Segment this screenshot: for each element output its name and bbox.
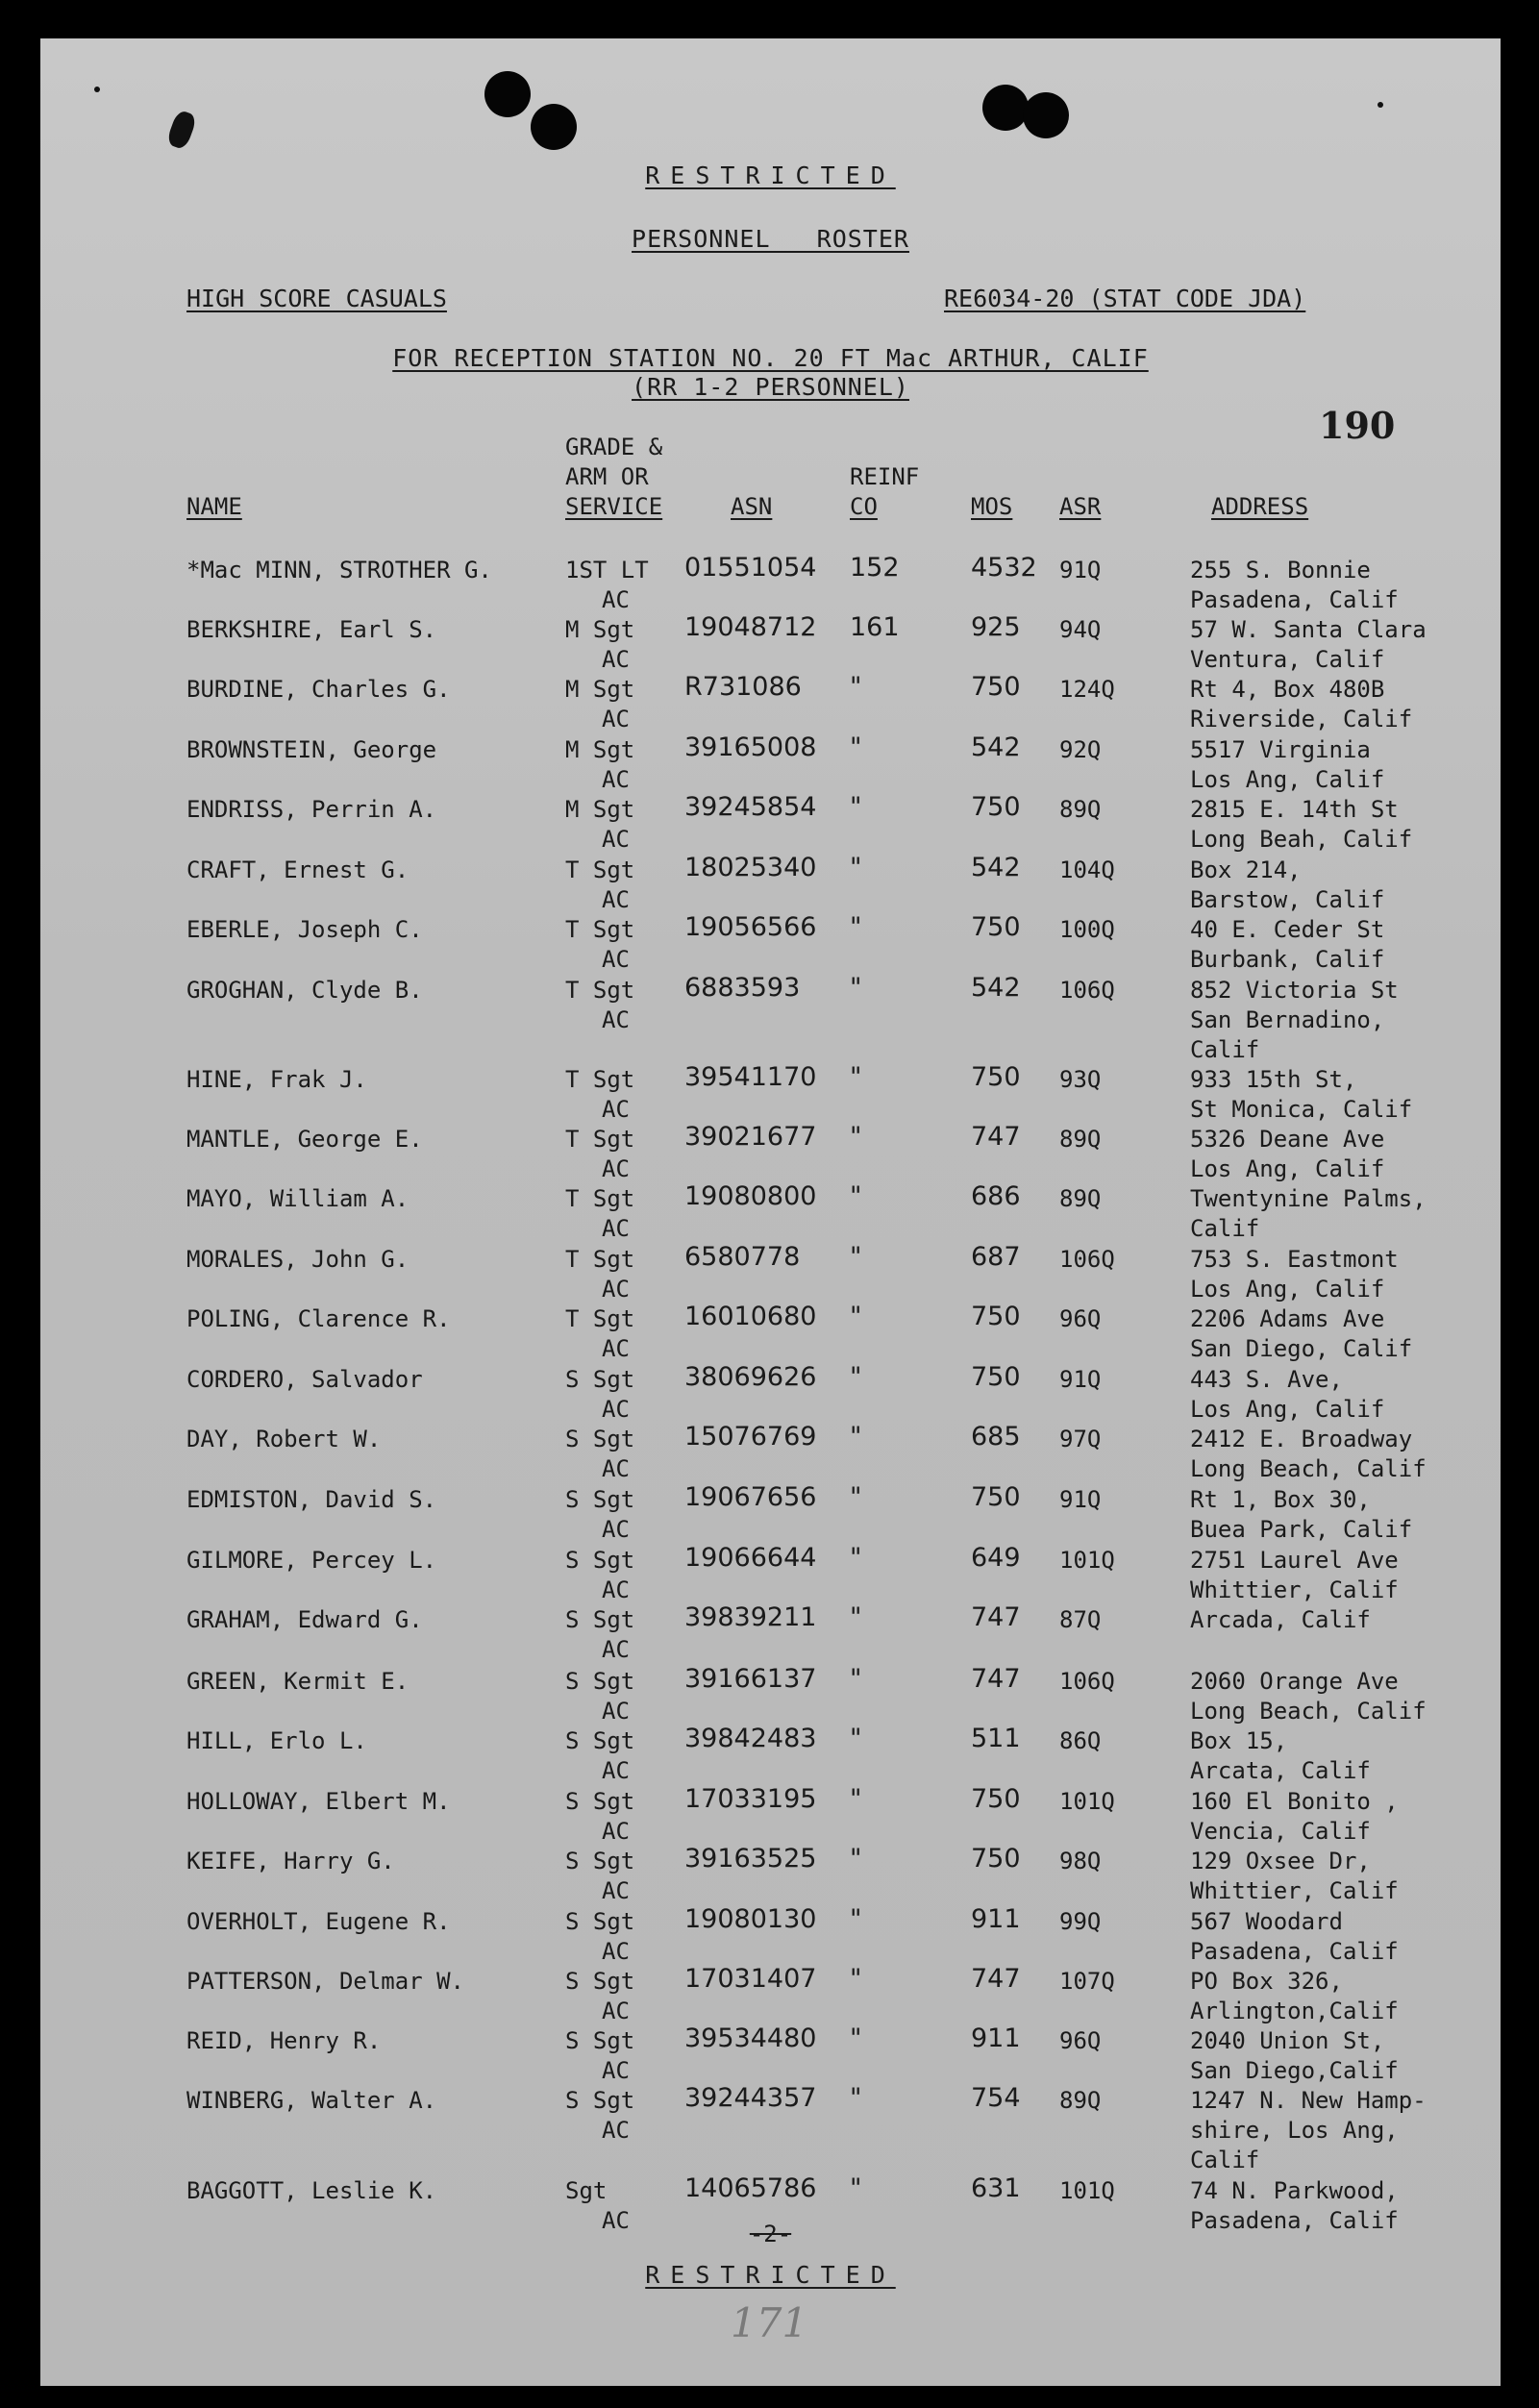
cell-asn: 39541170 xyxy=(684,1062,817,1092)
col-grade-header-line: SERVICE xyxy=(565,493,663,520)
cell-asn: 17033195 xyxy=(684,1784,817,1814)
cell-address-line: shire, Los Ang, xyxy=(1190,2117,1399,2144)
cell-address-line: 57 W. Santa Clara xyxy=(1190,616,1427,643)
cell-reinf: " xyxy=(850,2173,862,2203)
cell-asr: 106Q xyxy=(1059,977,1115,1004)
cell-asn: 19056566 xyxy=(684,912,817,942)
cell-address-line: Arlington,Calif xyxy=(1190,1998,1399,2024)
cell-reinf: " xyxy=(850,1302,862,1331)
cell-reinf: 161 xyxy=(850,612,900,642)
cell-arm: AC xyxy=(602,2057,630,2084)
col-reinf-header-line: CO xyxy=(850,493,878,520)
cell-arm: AC xyxy=(602,1455,630,1482)
cell-address-line: Pasadena, Calif xyxy=(1190,2207,1399,2234)
cell-address-line: 74 N. Parkwood, xyxy=(1190,2177,1399,2204)
cell-mos: 511 xyxy=(971,1724,1021,1753)
cell-name: CORDERO, Salvador xyxy=(186,1366,423,1393)
cell-address-line: 2060 Orange Ave xyxy=(1190,1668,1399,1695)
cell-reinf: " xyxy=(850,1543,862,1573)
cell-asn: 39165008 xyxy=(684,732,817,762)
cell-address-line: Los Ang, Calif xyxy=(1190,766,1385,793)
cell-asr: 87Q xyxy=(1059,1606,1102,1633)
cell-mos: 542 xyxy=(971,853,1021,882)
cell-address-line: Arcata, Calif xyxy=(1190,1757,1371,1784)
cell-name: MANTLE, George E. xyxy=(186,1126,423,1153)
cell-mos: 750 xyxy=(971,1302,1021,1331)
cell-asn: 39245854 xyxy=(684,792,817,822)
cell-mos: 687 xyxy=(971,1242,1021,1272)
cell-name: MORALES, John G. xyxy=(186,1246,410,1273)
cell-address-line: Long Beah, Calif xyxy=(1190,826,1413,853)
cell-grade: S Sgt xyxy=(565,2027,635,2054)
cell-name: WINBERG, Walter A. xyxy=(186,2087,437,2114)
cell-mos: 4532 xyxy=(971,553,1037,583)
cell-name: GRAHAM, Edward G. xyxy=(186,1606,423,1633)
cell-reinf: " xyxy=(850,2083,862,2113)
cell-address-line: Burbank, Calif xyxy=(1190,946,1385,973)
cell-reinf: 152 xyxy=(850,553,900,583)
cell-asn: 19080800 xyxy=(684,1181,817,1211)
cell-arm: AC xyxy=(602,1938,630,1965)
cell-grade: T Sgt xyxy=(565,1246,635,1273)
cell-mos: 747 xyxy=(971,1964,1021,1994)
restricted-footer xyxy=(40,2261,1501,2289)
cell-address-line: Los Ang, Calif xyxy=(1190,1276,1385,1303)
col-asr-header: ASR xyxy=(1059,493,1102,520)
cell-address-line: 933 15th St, xyxy=(1190,1066,1357,1093)
cell-arm: AC xyxy=(602,1818,630,1845)
cell-mos: 685 xyxy=(971,1422,1021,1452)
col-grade-header xyxy=(565,433,662,522)
punch-hole xyxy=(531,104,577,150)
cell-address-line: Box 214, xyxy=(1190,856,1302,883)
cell-address-line: Long Beach, Calif xyxy=(1190,1698,1427,1725)
col-mos-header: MOS xyxy=(971,493,1013,520)
cell-reinf: " xyxy=(850,973,862,1003)
cell-asr: 124Q xyxy=(1059,676,1115,703)
cell-address-line: 443 S. Ave, xyxy=(1190,1366,1343,1393)
cell-asr: 91Q xyxy=(1059,557,1102,583)
cell-grade: T Sgt xyxy=(565,1305,635,1332)
cell-grade: T Sgt xyxy=(565,916,635,943)
cell-asr: 101Q xyxy=(1059,1788,1115,1815)
cell-address-line: 160 El Bonito , xyxy=(1190,1788,1399,1815)
cell-arm: AC xyxy=(602,1516,630,1543)
cell-address-line: Ventura, Calif xyxy=(1190,646,1385,673)
cell-arm: AC xyxy=(602,1335,630,1362)
cell-grade: T Sgt xyxy=(565,1126,635,1153)
cell-name: BROWNSTEIN, George xyxy=(186,736,437,763)
cell-address-line: Calif xyxy=(1190,1036,1260,1063)
cell-name: OVERHOLT, Eugene R. xyxy=(186,1908,451,1935)
cell-address-line: Whittier, Calif xyxy=(1190,1576,1399,1603)
cell-address-line: 2206 Adams Ave xyxy=(1190,1305,1385,1332)
cell-address-line: Vencia, Calif xyxy=(1190,1818,1371,1845)
cell-arm: AC xyxy=(602,1877,630,1904)
restricted-label: RESTRICTED xyxy=(645,2261,896,2289)
cell-reinf: " xyxy=(850,853,862,882)
cell-arm: AC xyxy=(602,1396,630,1423)
cell-asn: 39534480 xyxy=(684,2023,817,2053)
cell-asn: 15076769 xyxy=(684,1422,817,1452)
cell-address-line: 567 Woodard xyxy=(1190,1908,1343,1935)
cell-asn: 16010680 xyxy=(684,1302,817,1331)
station-code: RE6034-20 (STAT CODE JDA) xyxy=(944,285,1306,312)
roster-title-row xyxy=(40,225,1501,253)
cell-mos: 747 xyxy=(971,1602,1021,1632)
cell-address-line: Buea Park, Calif xyxy=(1190,1516,1413,1543)
cell-mos: 750 xyxy=(971,792,1021,822)
cell-asn: 39163525 xyxy=(684,1844,817,1874)
cell-asn: 19080130 xyxy=(684,1904,817,1934)
cell-asn: 14065786 xyxy=(684,2173,817,2203)
cell-address-line: Barstow, Calif xyxy=(1190,886,1385,913)
cell-reinf: " xyxy=(850,1062,862,1092)
cell-address-line: St Monica, Calif xyxy=(1190,1096,1413,1123)
col-asn-header: ASN xyxy=(731,493,773,520)
cell-reinf: " xyxy=(850,1422,862,1452)
cell-asr: 89Q xyxy=(1059,796,1102,823)
cell-grade: S Sgt xyxy=(565,1547,635,1574)
cell-name: MAYO, William A. xyxy=(186,1185,410,1212)
cell-grade: S Sgt xyxy=(565,1668,635,1695)
personnel-line: (RR 1-2 PERSONNEL) xyxy=(632,373,909,401)
cell-asn: 19067656 xyxy=(684,1482,817,1512)
cell-mos: 750 xyxy=(971,1362,1021,1392)
cell-reinf: " xyxy=(850,672,862,702)
col-reinf-header-line: REINF xyxy=(850,463,920,490)
cell-address-line: PO Box 326, xyxy=(1190,1968,1343,1995)
cell-address-line: Pasadena, Calif xyxy=(1190,586,1399,613)
cell-asn: 39839211 xyxy=(684,1602,817,1632)
cell-address-line: Rt 4, Box 480B xyxy=(1190,676,1385,703)
cell-reinf: " xyxy=(850,1482,862,1512)
cell-arm: AC xyxy=(602,766,630,793)
cell-arm: AC xyxy=(602,1096,630,1123)
cell-reinf: " xyxy=(850,1122,862,1152)
col-grade-header-line: GRADE & xyxy=(565,434,663,460)
cell-asr: 96Q xyxy=(1059,2027,1102,2054)
cell-mos: 754 xyxy=(971,2083,1021,2113)
cell-asr: 106Q xyxy=(1059,1246,1115,1273)
cell-grade: M Sgt xyxy=(565,676,635,703)
cell-name: CRAFT, Ernest G. xyxy=(186,856,410,883)
cell-arm: AC xyxy=(602,1757,630,1784)
punch-hole xyxy=(484,71,531,117)
cell-name: REID, Henry R. xyxy=(186,2027,382,2054)
unit-label: HIGH SCORE CASUALS xyxy=(186,285,447,312)
cell-arm: AC xyxy=(602,1636,630,1663)
reception-line: FOR RECEPTION STATION NO. 20 FT Mac ARTHUR, CALIF xyxy=(392,344,1149,372)
cell-mos: 631 xyxy=(971,2173,1021,2203)
punch-hole xyxy=(1023,92,1069,138)
cell-name: POLING, Clarence R. xyxy=(186,1305,451,1332)
cell-name: EDMISTON, David S. xyxy=(186,1486,437,1513)
cell-mos: 649 xyxy=(971,1543,1021,1573)
cell-arm: AC xyxy=(602,1998,630,2024)
cell-asr: 98Q xyxy=(1059,1848,1102,1874)
cell-asr: 99Q xyxy=(1059,1908,1102,1935)
cell-asn: 39842483 xyxy=(684,1724,817,1753)
cell-reinf: " xyxy=(850,1964,862,1994)
cell-address-line: Twentynine Palms, xyxy=(1190,1185,1427,1212)
cell-address-line: Pasadena, Calif xyxy=(1190,1938,1399,1965)
cell-asr: 91Q xyxy=(1059,1486,1102,1513)
cell-asn: 39021677 xyxy=(684,1122,817,1152)
cell-grade: S Sgt xyxy=(565,1848,635,1874)
cell-arm: AC xyxy=(602,1006,630,1033)
cell-mos: 750 xyxy=(971,672,1021,702)
cell-reinf: " xyxy=(850,1904,862,1934)
cell-address-line: Los Ang, Calif xyxy=(1190,1396,1385,1423)
cell-grade: S Sgt xyxy=(565,1788,635,1815)
cell-asr: 89Q xyxy=(1059,1185,1102,1212)
cell-grade: S Sgt xyxy=(565,1606,635,1633)
cell-name: ENDRISS, Perrin A. xyxy=(186,796,437,823)
cell-address-line: Calif xyxy=(1190,2147,1260,2173)
document-page xyxy=(40,38,1501,2386)
cell-reinf: " xyxy=(850,1784,862,1814)
ink-mark xyxy=(165,109,198,150)
cell-arm: AC xyxy=(602,2207,630,2234)
cell-asr: 107Q xyxy=(1059,1968,1115,1995)
cell-address-line: 40 E. Ceder St xyxy=(1190,916,1385,943)
cell-name: PATTERSON, Delmar W. xyxy=(186,1968,464,1995)
cell-reinf: " xyxy=(850,1242,862,1272)
ink-mark xyxy=(1378,102,1383,108)
cell-arm: AC xyxy=(602,2117,630,2144)
cell-name: BAGGOTT, Leslie K. xyxy=(186,2177,437,2204)
cell-arm: AC xyxy=(602,1155,630,1182)
reception-line-row xyxy=(40,344,1501,372)
cell-arm: AC xyxy=(602,1576,630,1603)
cell-grade: S Sgt xyxy=(565,2087,635,2114)
pencil-annotation: 171 xyxy=(731,2299,808,2346)
col-address-header: ADDRESS xyxy=(1211,493,1309,520)
cell-mos: 911 xyxy=(971,2023,1021,2053)
col-reinf-header xyxy=(850,462,919,522)
cell-address-line: 2815 E. 14th St xyxy=(1190,796,1399,823)
cell-mos: 750 xyxy=(971,1062,1021,1092)
cell-reinf: " xyxy=(850,1664,862,1694)
cell-address-line: 1247 N. New Hamp- xyxy=(1190,2087,1427,2114)
cell-mos: 542 xyxy=(971,732,1021,762)
cell-reinf: " xyxy=(850,1362,862,1392)
punch-hole xyxy=(982,85,1029,131)
cell-grade: T Sgt xyxy=(565,856,635,883)
cell-reinf: " xyxy=(850,1602,862,1632)
cell-address-line: San Bernadino, xyxy=(1190,1006,1385,1033)
cell-asr: 101Q xyxy=(1059,2177,1115,2204)
cell-name: *Mac MINN, STROTHER G. xyxy=(186,557,492,583)
cell-arm: AC xyxy=(602,1698,630,1725)
cell-name: KEIFE, Harry G. xyxy=(186,1848,395,1874)
cell-grade: 1ST LT xyxy=(565,557,649,583)
col-grade-header-line: ARM OR xyxy=(565,463,649,490)
cell-grade: T Sgt xyxy=(565,1066,635,1093)
cell-asr: 93Q xyxy=(1059,1066,1102,1093)
cell-name: DAY, Robert W. xyxy=(186,1426,382,1452)
cell-address-line: 753 S. Eastmont xyxy=(1190,1246,1399,1273)
cell-mos: 911 xyxy=(971,1904,1021,1934)
cell-asn: R731086 xyxy=(684,672,802,702)
cell-reinf: " xyxy=(850,1844,862,1874)
cell-arm: AC xyxy=(602,826,630,853)
cell-name: EBERLE, Joseph C. xyxy=(186,916,423,943)
restricted-header xyxy=(40,161,1501,189)
cell-name: BERKSHIRE, Earl S. xyxy=(186,616,437,643)
page-number: 190 xyxy=(1319,404,1396,447)
cell-asr: 106Q xyxy=(1059,1668,1115,1695)
cell-asr: 104Q xyxy=(1059,856,1115,883)
cell-address-line: Rt 1, Box 30, xyxy=(1190,1486,1371,1513)
cell-mos: 925 xyxy=(971,612,1021,642)
cell-address-line: 5517 Virginia xyxy=(1190,736,1371,763)
cell-grade: S Sgt xyxy=(565,1968,635,1995)
cell-asn: 19066644 xyxy=(684,1543,817,1573)
personnel-line-row xyxy=(40,373,1501,401)
cell-grade: S Sgt xyxy=(565,1366,635,1393)
cell-grade: Sgt xyxy=(565,2177,608,2204)
cell-address-line: San Diego, Calif xyxy=(1190,1335,1413,1362)
cell-mos: 750 xyxy=(971,1482,1021,1512)
cell-asn: 17031407 xyxy=(684,1964,817,1994)
cell-mos: 747 xyxy=(971,1664,1021,1694)
cell-grade: S Sgt xyxy=(565,1908,635,1935)
cell-name: GREEN, Kermit E. xyxy=(186,1668,410,1695)
cell-reinf: " xyxy=(850,1181,862,1211)
cell-address-line: 5326 Deane Ave xyxy=(1190,1126,1385,1153)
cell-arm: AC xyxy=(602,586,630,613)
cell-asn: 01551054 xyxy=(684,553,817,583)
cell-name: GILMORE, Percey L. xyxy=(186,1547,437,1574)
cell-arm: AC xyxy=(602,886,630,913)
cell-address-line: Arcada, Calif xyxy=(1190,1606,1371,1633)
cell-name: HILL, Erlo L. xyxy=(186,1727,367,1754)
cell-asr: 101Q xyxy=(1059,1547,1115,1574)
cell-grade: T Sgt xyxy=(565,1185,635,1212)
cell-asr: 89Q xyxy=(1059,1126,1102,1153)
cell-arm: AC xyxy=(602,1215,630,1242)
cell-arm: AC xyxy=(602,706,630,732)
cell-asr: 94Q xyxy=(1059,616,1102,643)
cell-arm: AC xyxy=(602,1276,630,1303)
cell-asn: 18025340 xyxy=(684,853,817,882)
cell-address-line: Los Ang, Calif xyxy=(1190,1155,1385,1182)
cell-asn: 39244357 xyxy=(684,2083,817,2113)
cell-mos: 750 xyxy=(971,1844,1021,1874)
cell-address-line: 2412 E. Broadway xyxy=(1190,1426,1413,1452)
cell-asn: 6580778 xyxy=(684,1242,801,1272)
cell-asr: 86Q xyxy=(1059,1727,1102,1754)
cell-address-line: 129 Oxsee Dr, xyxy=(1190,1848,1371,1874)
page-mark: -2- xyxy=(749,2221,792,2247)
cell-mos: 542 xyxy=(971,973,1021,1003)
cell-address-line: Riverside, Calif xyxy=(1190,706,1413,732)
cell-reinf: " xyxy=(850,912,862,942)
cell-mos: 686 xyxy=(971,1181,1021,1211)
cell-address-line: San Diego,Calif xyxy=(1190,2057,1399,2084)
ink-mark xyxy=(94,87,100,92)
cell-address-line: 2751 Laurel Ave xyxy=(1190,1547,1399,1574)
cell-asn: 39166137 xyxy=(684,1664,817,1694)
cell-grade: M Sgt xyxy=(565,736,635,763)
cell-name: HOLLOWAY, Elbert M. xyxy=(186,1788,451,1815)
cell-address-line: Box 15, xyxy=(1190,1727,1288,1754)
cell-address-line: Whittier, Calif xyxy=(1190,1877,1399,1904)
cell-grade: M Sgt xyxy=(565,616,635,643)
cell-name: HINE, Frak J. xyxy=(186,1066,367,1093)
cell-asr: 89Q xyxy=(1059,2087,1102,2114)
cell-asr: 91Q xyxy=(1059,1366,1102,1393)
cell-arm: AC xyxy=(602,946,630,973)
cell-mos: 747 xyxy=(971,1122,1021,1152)
cell-asr: 92Q xyxy=(1059,736,1102,763)
cell-mos: 750 xyxy=(971,912,1021,942)
cell-arm: AC xyxy=(602,646,630,673)
cell-asr: 100Q xyxy=(1059,916,1115,943)
cell-grade: S Sgt xyxy=(565,1426,635,1452)
roster-title: PERSONNEL ROSTER xyxy=(632,225,909,253)
cell-address-line: 255 S. Bonnie xyxy=(1190,557,1371,583)
cell-address-line: 2040 Union St, xyxy=(1190,2027,1385,2054)
cell-reinf: " xyxy=(850,2023,862,2053)
cell-reinf: " xyxy=(850,732,862,762)
cell-asn: 6883593 xyxy=(684,973,801,1003)
cell-reinf: " xyxy=(850,1724,862,1753)
cell-address-line: Calif xyxy=(1190,1215,1260,1242)
cell-asr: 96Q xyxy=(1059,1305,1102,1332)
cell-address-line: Long Beach, Calif xyxy=(1190,1455,1427,1482)
cell-grade: S Sgt xyxy=(565,1727,635,1754)
restricted-label: RESTRICTED xyxy=(645,161,896,189)
cell-name: GROGHAN, Clyde B. xyxy=(186,977,423,1004)
cell-grade: T Sgt xyxy=(565,977,635,1004)
cell-asn: 38069626 xyxy=(684,1362,817,1392)
cell-address-line: 852 Victoria St xyxy=(1190,977,1399,1004)
cell-mos: 750 xyxy=(971,1784,1021,1814)
cell-asr: 97Q xyxy=(1059,1426,1102,1452)
cell-reinf: " xyxy=(850,792,862,822)
cell-name: BURDINE, Charles G. xyxy=(186,676,451,703)
cell-grade: S Sgt xyxy=(565,1486,635,1513)
cell-asn: 19048712 xyxy=(684,612,817,642)
col-name-header: NAME xyxy=(186,493,242,520)
cell-grade: M Sgt xyxy=(565,796,635,823)
